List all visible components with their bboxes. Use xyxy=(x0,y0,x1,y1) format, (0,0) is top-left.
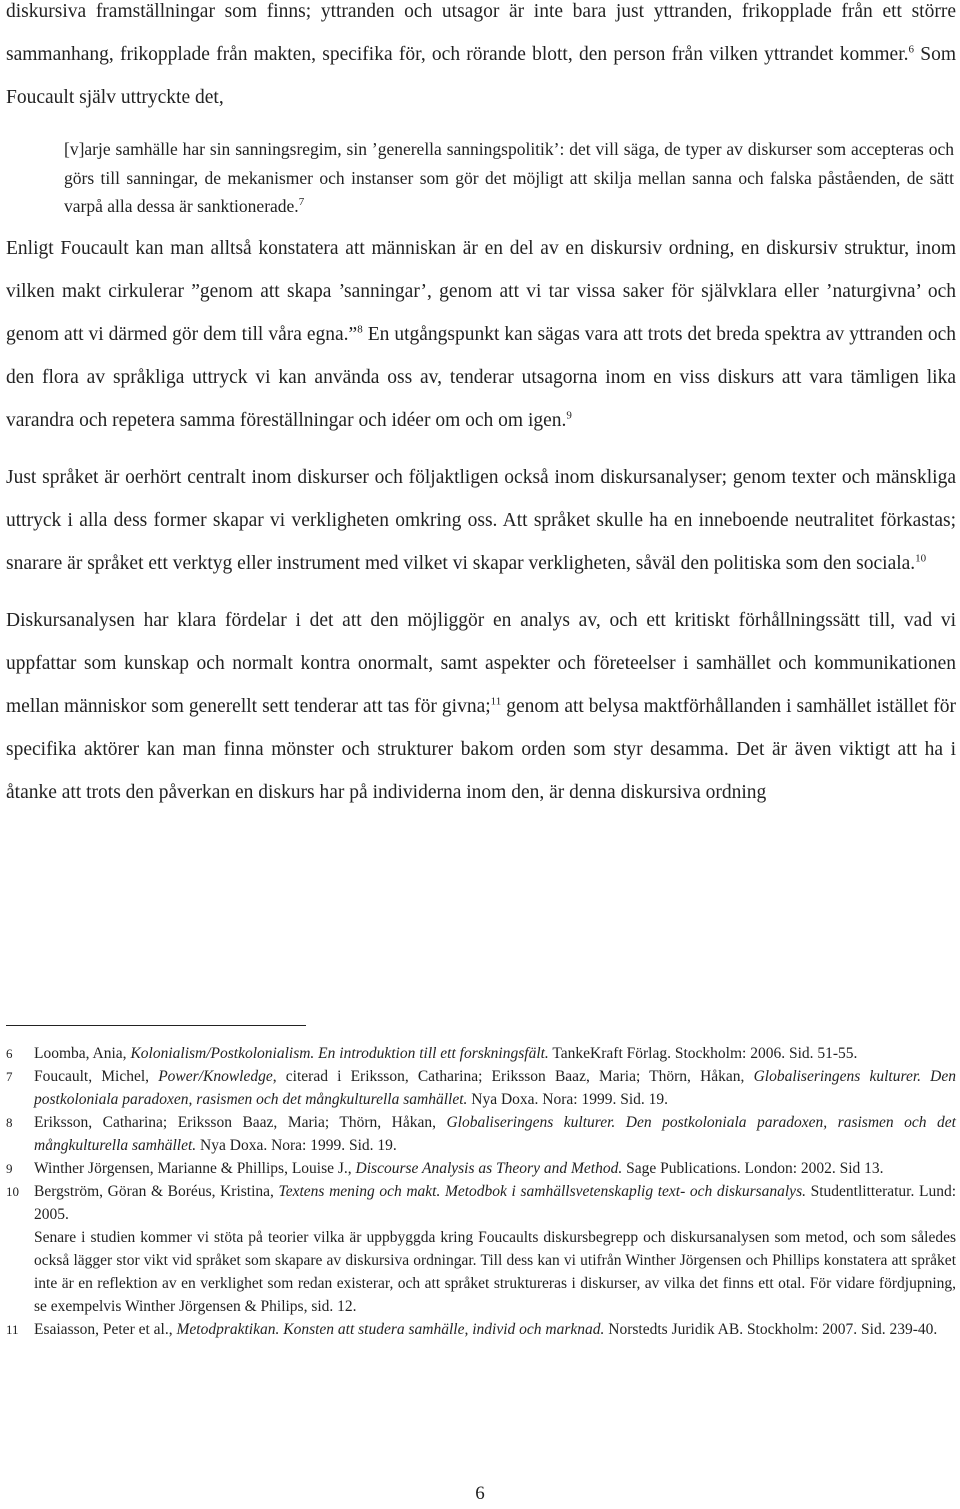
paragraph-text: En utgångspunkt kan sägas vara att trots det breda spektra av yttranden och den flora av språkliga uttryck vi kan använda oss av, tenderar utsagorna inom en viss diskurs att vara tämligen lika varandra och repetera samma föreställningar och idéer om och om igen. xyxy=(6,323,956,431)
page-number: 6 xyxy=(475,1483,485,1504)
footnote-title: Textens mening och makt. Metodbok i samhällsvetenskaplig text- och diskursanalys. xyxy=(278,1183,806,1200)
footnote-ref[interactable]: 6 xyxy=(908,43,914,56)
paragraph-2 xyxy=(6,227,956,442)
footnote-item xyxy=(6,1318,956,1341)
footnote-segment: Studentlitteratur. Lund: 2005. xyxy=(34,1183,956,1223)
footnote-item xyxy=(6,1111,956,1157)
footnote-number xyxy=(6,1226,34,1318)
footnote-text xyxy=(34,1318,956,1341)
footnote-segment: Foucault, Michel, xyxy=(34,1068,159,1085)
footnote-ref[interactable]: 9 xyxy=(566,409,572,421)
footnote-text xyxy=(34,1180,956,1226)
footnote-number: 10 xyxy=(6,1184,19,1199)
paragraph-text: Som Foucault själv uttryckte det, xyxy=(6,44,956,108)
block-quote xyxy=(64,135,954,221)
document-body xyxy=(6,0,956,814)
paragraph-text: Enligt Foucault kan man alltså konstatera att människan är en del av en diskursiv ordning, en diskursiv struktur, inom vilken makt cirkulerar ”genom att skapa ’sanningar’, genom att vi tar vissa saker för självklara eller ’naturgivna’ och genom att vi därmed gör dem till våra egna.” xyxy=(6,237,956,345)
paragraph-text: Diskursanalysen har klara fördelar i det att den möjliggör en analys av, och ett kritiskt förhållningssätt till, vad vi uppfattar som kunskap och normalt kontra onormalt, samt aspekter och företeelser i samhället och kommunikationen mellan människor som generellt sett tenderar att tas för givna; xyxy=(6,609,956,717)
footnote-segment: Sage Publications. London: 2002. Sid 13. xyxy=(622,1160,884,1177)
footnote-item xyxy=(6,1042,956,1065)
footnote-segment: Winther Jörgensen, Marianne & Phillips, Louise J., xyxy=(34,1160,356,1177)
footnote-item xyxy=(6,1157,956,1180)
footnote-segment: Nya Doxa. Nora: 1999. Sid. 19. xyxy=(467,1091,669,1108)
paragraph-text: Just språket är oerhört centralt inom diskurser och följaktligen också inom diskursanalyser; genom texter och mänskliga uttryck i alla dess former skapar vi verkligheten omkring oss. Att språket skulle ha en inneboende neutralitet förkastas; snarare är språket ett verktyg eller instrument med vilket vi skapar verkligheten, såväl den politiska som den sociala. xyxy=(6,466,956,574)
footnote-segment: TankeKraft Förlag. Stockholm: 2006. Sid. 51-55. xyxy=(548,1045,858,1062)
footnote-segment: Loomba, Ania, xyxy=(34,1045,131,1062)
footnote-ref[interactable]: 11 xyxy=(490,695,502,707)
footnotes-section xyxy=(6,1042,956,1341)
footnote-text xyxy=(34,1157,956,1180)
paragraph-text: genom att belysa maktförhållanden i samhället istället för specifika aktörer kan man finna mönster och strukturer bakom orden som styr desamma. Det är även viktigt att ha i åtanke att trots den påverkan en diskurs har på individerna inom den, är denna diskursiva ordning xyxy=(6,695,956,803)
footnote-segment: Senare i studien kommer vi stöta på teorier vilka är uppbyggda kring Foucaults diskursbegrepp och diskursanalysen som metod, och som således också lägger stor vikt vid språket som skapare av diskursiva ordningar. Till dess kan vi utifrån Winther Jörgensen och Phillips konstatera att språket inte är en reflektion av en verklighet som redan existerar, och att språket struktureras i diskurser, av vilka det finns ett otal. För vidare fördjupning, se exempelvis Winther Jörgensen & Philips, sid. 12. xyxy=(34,1229,956,1315)
footnote-title: Kolonialism/Postkolonialism. En introduktion till ett forskningsfält. xyxy=(130,1045,549,1062)
footnote-segment: , citerad i Eriksson, Catharina; Eriksson Baaz, Maria; Thörn, Håkan, xyxy=(272,1068,754,1085)
footnote-segment: Eriksson, Catharina; Eriksson Baaz, Maria; Thörn, Håkan, xyxy=(34,1114,447,1131)
footnote-title: Discourse Analysis as Theory and Method. xyxy=(355,1160,623,1177)
footnote-segment: Nya Doxa. Nora: 1999. Sid. 19. xyxy=(196,1137,397,1154)
footnote-title: Metodpraktikan. Konsten att studera samhälle, individ och marknad. xyxy=(176,1321,605,1338)
footnote-ref[interactable]: 7 xyxy=(298,196,305,209)
footnote-text xyxy=(34,1065,956,1111)
footnote-ref[interactable]: 8 xyxy=(357,323,363,335)
footnote-segment: Esaiasson, Peter et al., xyxy=(34,1321,177,1338)
footnote-number: 9 xyxy=(6,1161,13,1176)
quote-text: [v]arje samhälle har sin sanningsregim, sin ’generella sanningspolitik’: det vill säga, de typer av diskurser som accepteras och görs till sanningar, de mekanismer och instanser som gör det möjligt att skilja mellan sanna och falska påståenden, de sätt varpå alla dessa är sanktionerade. xyxy=(64,139,954,216)
footnote-divider xyxy=(6,1025,306,1026)
footnote-text xyxy=(34,1226,956,1318)
footnote-item xyxy=(6,1180,956,1226)
footnote-item xyxy=(6,1226,956,1318)
paragraph-1 xyxy=(6,0,956,119)
footnote-number: 7 xyxy=(6,1069,13,1084)
footnote-title: Globaliseringens kulturer. Den postkoloniala paradoxen, rasismen och det mångkulturella samhället. xyxy=(34,1114,956,1154)
footnote-segment: Bergström, Göran & Boréus, Kristina, xyxy=(34,1183,279,1200)
footnote-item xyxy=(6,1065,956,1111)
paragraph-4 xyxy=(6,599,956,814)
paragraph-3 xyxy=(6,456,956,585)
footnote-number: 6 xyxy=(6,1046,13,1061)
footnote-text xyxy=(34,1111,956,1157)
footnote-title: Globaliseringens kulturer. Den postkoloniala paradoxen, rasismen och det mångkulturella samhället. xyxy=(34,1068,956,1108)
footnote-text xyxy=(34,1042,956,1065)
footnote-ref[interactable]: 10 xyxy=(915,552,927,564)
footnote-segment: Norstedts Juridik AB. Stockholm: 2007. Sid. 239-40. xyxy=(604,1321,938,1338)
footnote-number: 8 xyxy=(6,1115,13,1130)
footnote-number: 11 xyxy=(6,1322,19,1337)
footnote-title: Power/Knowledge xyxy=(158,1068,273,1085)
paragraph-text: diskursiva framställningar som finns; yttranden och utsagor är inte bara just yttranden, frikopplade från ett större sammanhang, frikopplade från makten, specifika för, och rörande blott, den person från vilken yttrandet kommer. xyxy=(6,1,956,65)
